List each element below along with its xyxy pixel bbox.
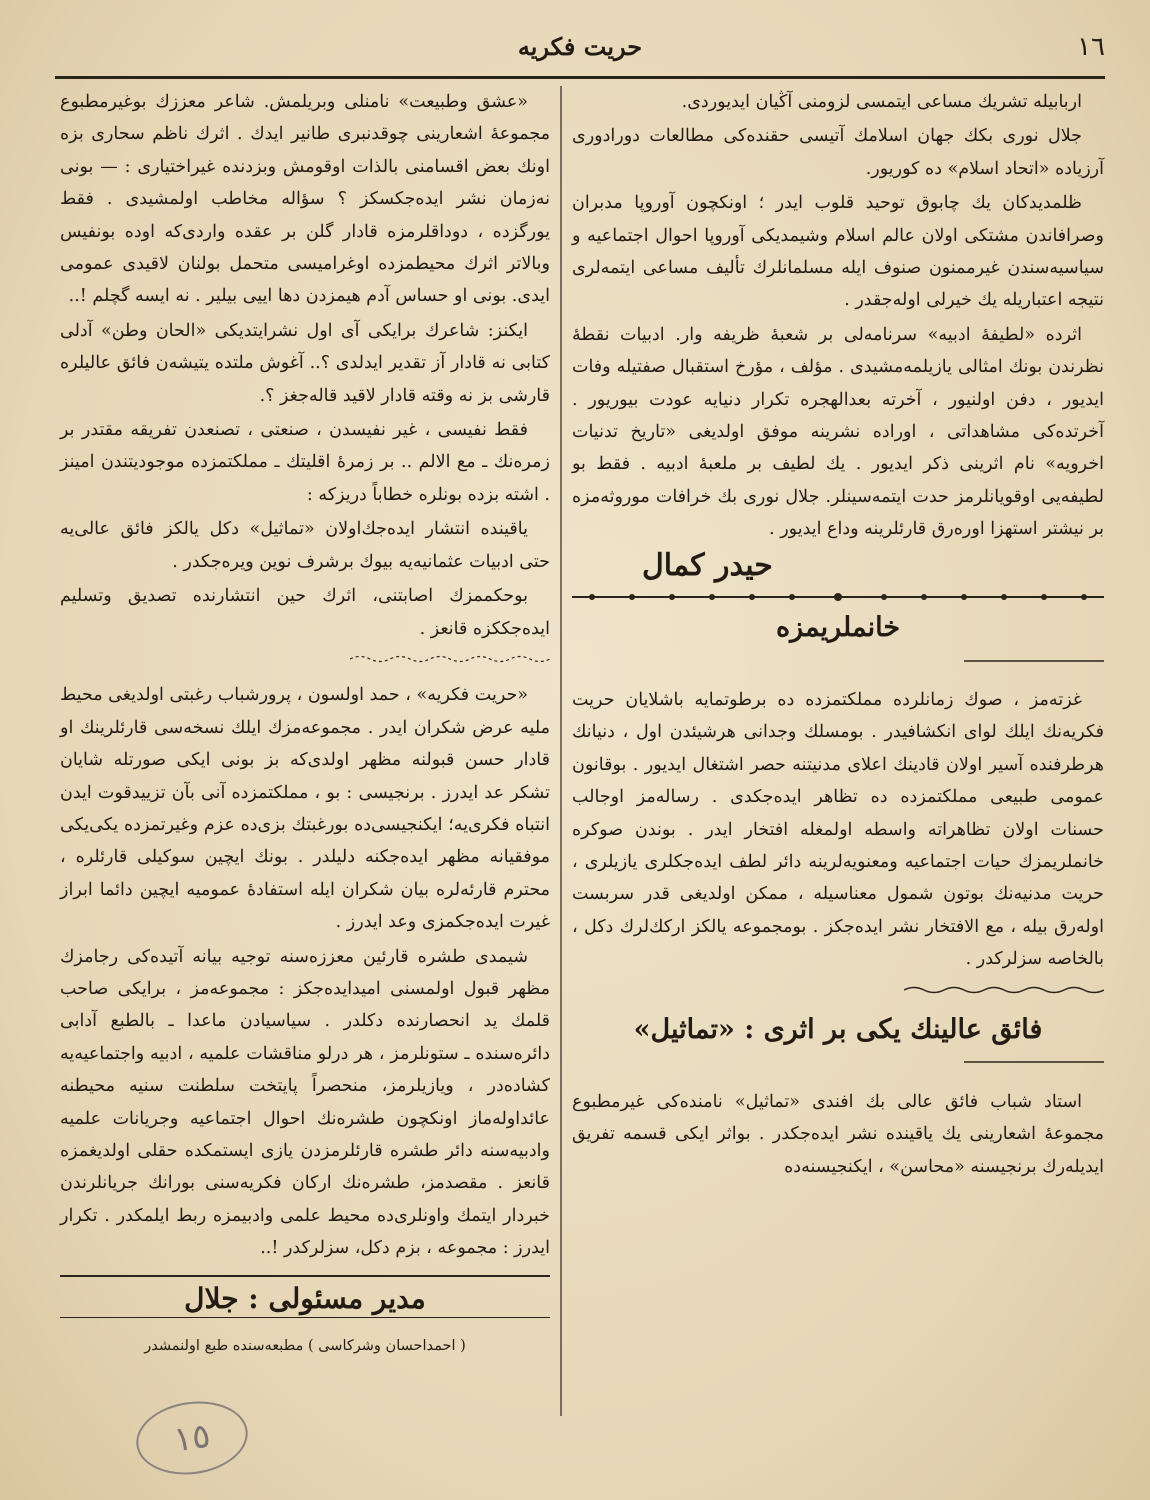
paragraph: ايكنز: شاعرك برايكى آى اول نشرايتديكى «الحان وطن» آدلى كتابى نه قادار آز تقدير ايدلدى ؟.. آغوش ملتده يتيشه‌ن فائق عاليلره قارشى بز نه وقته قادار لاقيد قاله‌جغز ؟. (60, 320, 550, 406)
editor-line: مدير مسئولى : جلال (60, 1275, 550, 1318)
page-number: ١٦ (1077, 32, 1105, 62)
paragraph: «حريت فكريه» ، حمد اولسون ، پرورشباب رغبتى اولديغى محيط مليه عرض شكران ايدر . مجموعه‌مزك ايلك نسخه‌سى قارئلرينك او قادار حسن قبولنه مظهر اولدى‌كه بز بونى ايكى صورتله شايان تشكر عد ايدرز . برنجيسى : بو ، مملكتمزده آنى بآن تزييدقوت ايدن انتباه فكرى‌يه؛ ايكنجيسى‌ده بورغبتك بزى‌ده عزم وغيرتمزده يكى‌يكى موفقيانه مظهر ايده‌جكنه دليلدر . بونك ايچين سوكيلى قارئلره ، محترم قارئه‌لره بيان شكران ايله استفادهٔ عموميه ايچين دائما ابراز غيرت ايده‌جكمزى وعد ايدرز . (60, 685, 550, 933)
left-column (60, 86, 550, 1362)
paragraph: ياقينده انتشار ايده‌جك‌اولان «تماثيل» دكل يالكز فائق عالى‌يه حتى ادبيات عثمانيه‌يه بيوك برشرف نوين ويره‌جكدر . (60, 519, 550, 572)
masthead: حريت فكريه (517, 32, 643, 61)
paragraph: جلال نورى بكك جهان اسلامك آتيسى حقنده‌كى مطالعات دورادورى آرزياده «اتحاد اسلام» ده كوريور. (572, 126, 1104, 179)
paragraph: استاد شباب فائق عالى بك افندى «تماثيل» نامنده‌كى غيرمطبوع مجموعهٔ اشعارينى يك ياقينده نشر ايده‌جكدر . بواثر ايكى قسمه تفريق ايديله‌رك برنجيسنه «محاسن» ، ايكنجيسنه‌ده (572, 1091, 1104, 1177)
page-header (55, 30, 1105, 74)
paragraph: بوحكممزك اصابتنى، اثرك حين انتشارنده تصديق وتسليم ايده‌جككزه قانعز . (60, 586, 550, 639)
right-column (572, 86, 1104, 1185)
author-signature: حيدر كمال (642, 547, 773, 583)
paragraph: ظلمديدكان يك چابوق توحيد قلوب ايدر ؛ اونكچون آوروپا مدبران وصرافاندن مشتكى اولان عالم اسلام وشيمديكى آوروپا احوال اجتماعيه و سياسيه‌سندن غيرممنون صنوف ايله مسلمانلرك تأليف مساعى ايتمەلرى نتيجه اعتباريله يك خيرلى اوله‌جقدر . (572, 193, 1104, 311)
paragraph: شيمدى طشره قارئين معززه‌سنه توجيه بيانه آتيده‌كى رجامزك مظهر قبول اولمسنى اميدايده‌جكز : مجموعه‌مز ، برايكى صاحب قلمك يد انحصارنده دكلدر . سياسيادن ماعدا ـ بالطبع آدابى دائره‌سنده ـ ستونلرمز ، هر درلو مناقشات علميه ، ادبيه واجتماعيه‌يه كشاده‌در ، ويازيلرمز، منحصراً پايتخت سلطنت سنيه محيطنه عائداولەماز اونكچون طشره‌نك احوال اجتماعيه وجريانات علميه وادبيه‌سنه دائر طشره قارئلرمزدن يازى ايستمكده حقلى اولديغمزه قانعز . مقصدمز، طشره‌نك اركان فكريه‌سنى بورانك جريانلرندن خبردار ايتمك واونلرى‌ده محيط علمى وادبيمزه ربط ايلمكدر . تكرار ايدرز : مجموعه ، بزم دكل، سزلركدر !.. (60, 946, 550, 1259)
short-rule (964, 655, 1104, 667)
section-title-women: خانملريمزه (775, 612, 901, 644)
paragraph: «عشق وطبيعت» نامنلى وبريلمش. شاعر معززك بوغيرمطبوع مجموعهٔ اشعارينى چوقدنبرى طانير ايدك . اثرك ناظم سحارى بزه اونك بعض اقسامنى بالذات اوقومش وبزدنده غيراختيارى : — بونى نه‌زمان نشر ايده‌جكسكز ؟ سؤاله مخاطب اولمشيدى . فقط يورگزده ، دوداقلرمزه قادار گلن بر عقده واردى‌كه اوده بونفيس وبالاتر اثرك محيطمزده اوغراميسى متحمل بولنان لاقيدى عمومى ايدى. بونى او حساس آدم هيمزدن دها اييى بيلير . نه ايسه گچلم !.. (60, 92, 550, 307)
short-rule (964, 1056, 1104, 1068)
ornamental-divider (572, 590, 1104, 604)
paragraph: اربابيله تشريك مساعى ايتمسى لزومنى آڭيان ايديوردى. (681, 92, 1082, 112)
page-stamp: ١٥ (132, 1395, 253, 1482)
section-title-faik: فائق عالينك يكى بر اثرى : «تماثيل» (633, 1013, 1043, 1045)
squiggle-divider (350, 654, 550, 664)
paragraph: اثرده «لطيفهٔ ادبيه» سرنامه‌لى بر شعبهٔ ظريفه وار. ادبيات نقطهٔ نظرندن بونك امثالى يازيلمه‌مشيدى . مؤلف ، مؤرخ استقبال صفتيله وفات ايديور ، دفن اولنيور ، آخرته بعدالهجره تكرار دنيايه عودت بيوريور . آخرتده‌كى مشاهداتى ، اوراده نشرينه موفق اولديغى «تاريخ تدنيات اخرويه» نام اثرينى ذكر ايديور . يك لطيف بر ملعبهٔ ادبيه . فقط بو لطيفه‌يى اوقويانلرمز حدت ايتمه‌سينلر. جلال نورى بك خرافات موروثه‌مزه بر نيشتر استهزا اوره‌رق قارئلرينه وداع ايديور . (572, 324, 1104, 540)
printer-credit: ( احمداحسان وشركاسى ) مطبعه‌سنده طبع اولنمشدر (144, 1338, 466, 1355)
header-rule (55, 76, 1105, 79)
squiggle-divider (904, 985, 1104, 995)
paragraph: غزته‌مز ، صوك زمانلرده مملكتمزده ده برطوتمايه باشلايان حريت فكريه‌نك ايلك لواى انكشافيدر . بومسلك وجدانى هرشيئدن اول ، دنيانك هرطرفنده آسير اولان قادينك اعلاى مدنيتنه حصر اشتغال ايديور . بوقانون عمومى طبيعى مملكتمزده ده تظاهر ايده‌جكدى . رساله‌مز اوجالب حسنات اولان تظاهراته واسطه اولمغله افتخار ايدر . بوندن صوكره خانملريمزك حيات اجتماعيه ومعنويه‌لرينه دائر لطف ايده‌جكلرى يازيلرى ، حريت مدنيه‌نك بوتون شمول معناسيله ، ممكن اولديغى قدر سربست اولەرق بيله ، مع الافتخار نشر ايده‌جكز . بومجموعه يالكز اركك‌لرك دكل ، بالخاصه سزلركدر . (572, 689, 1104, 970)
column-divider (560, 86, 562, 1416)
paragraph: فقط نفيسى ، غير نفيسدن ، صنعتى ، تصنعدن تفريقه مقتدر بر زمره‌نك ـ مع الالم .. بر زمرهٔ اقليتك ـ مملكتمزده موجوديتندن امينز . اشته بزده بونلره خطاباً دريزكه : (60, 420, 550, 505)
